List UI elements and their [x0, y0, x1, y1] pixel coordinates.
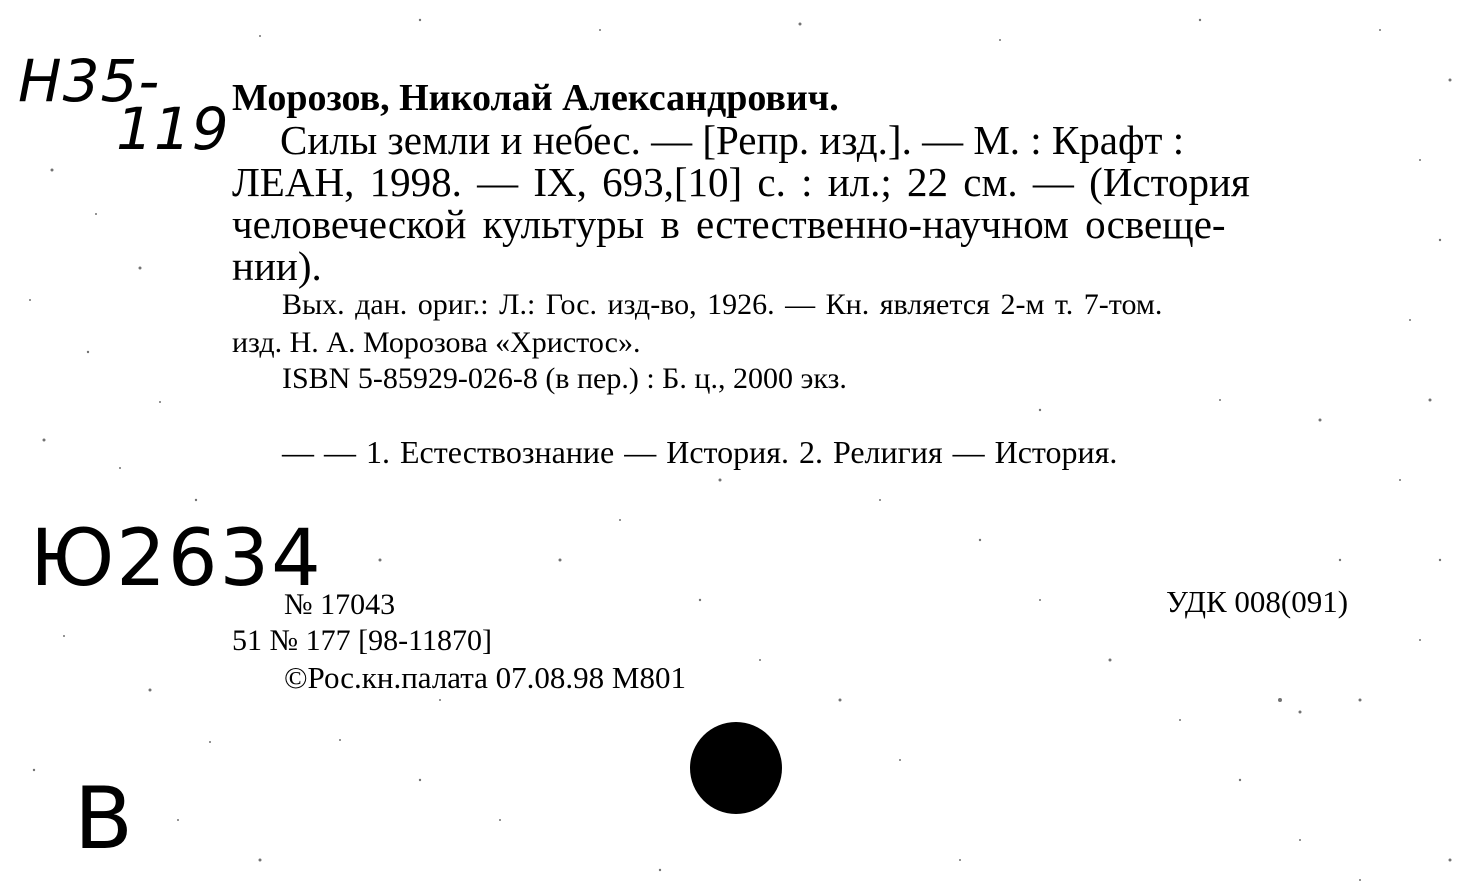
handwritten-letter: В — [74, 769, 134, 869]
author-heading: Морозов, Николай Александрович. — [232, 77, 839, 119]
catalog-number: № 17043 — [284, 588, 396, 621]
note-line: изд. Н. А. Морозова «Христос». — [232, 326, 641, 359]
order-number: 51 № 177 [98-11870] — [232, 624, 492, 657]
title-line: человеческой культуры в естественно-научном освеще- — [232, 201, 1226, 247]
isbn-line: ISBN 5-85929-026-8 (в пер.) : Б. ц., 2000 экз. — [282, 362, 847, 395]
handwritten-shelf-mark-bottom: 119 — [116, 95, 230, 163]
title-line: нии). — [232, 243, 322, 289]
title-line: Силы земли и небес. — [Репр. изд.]. — М. : Крафт : — [280, 117, 1185, 163]
subject-headings: — — 1. Естествознание — История. 2. Религия — История. — [282, 434, 1118, 470]
handwritten-inventory-number: Ю2634 — [30, 514, 323, 604]
udk-code: УДК 008(091) — [1166, 584, 1349, 619]
title-line: ЛЕАН, 1998. — IX, 693,[10] с. : ил.; 22 см. — (История — [232, 159, 1250, 205]
punch-hole — [690, 722, 782, 814]
handwritten-shelf-mark-top: Н35- — [18, 47, 161, 115]
copyright-line: ©Рос.кн.палата 07.08.98 М801 — [284, 660, 687, 695]
note-line: Вых. дан. ориг.: Л.: Гос. изд-во, 1926. — Кн. является 2-м т. 7-том. — [282, 288, 1163, 321]
